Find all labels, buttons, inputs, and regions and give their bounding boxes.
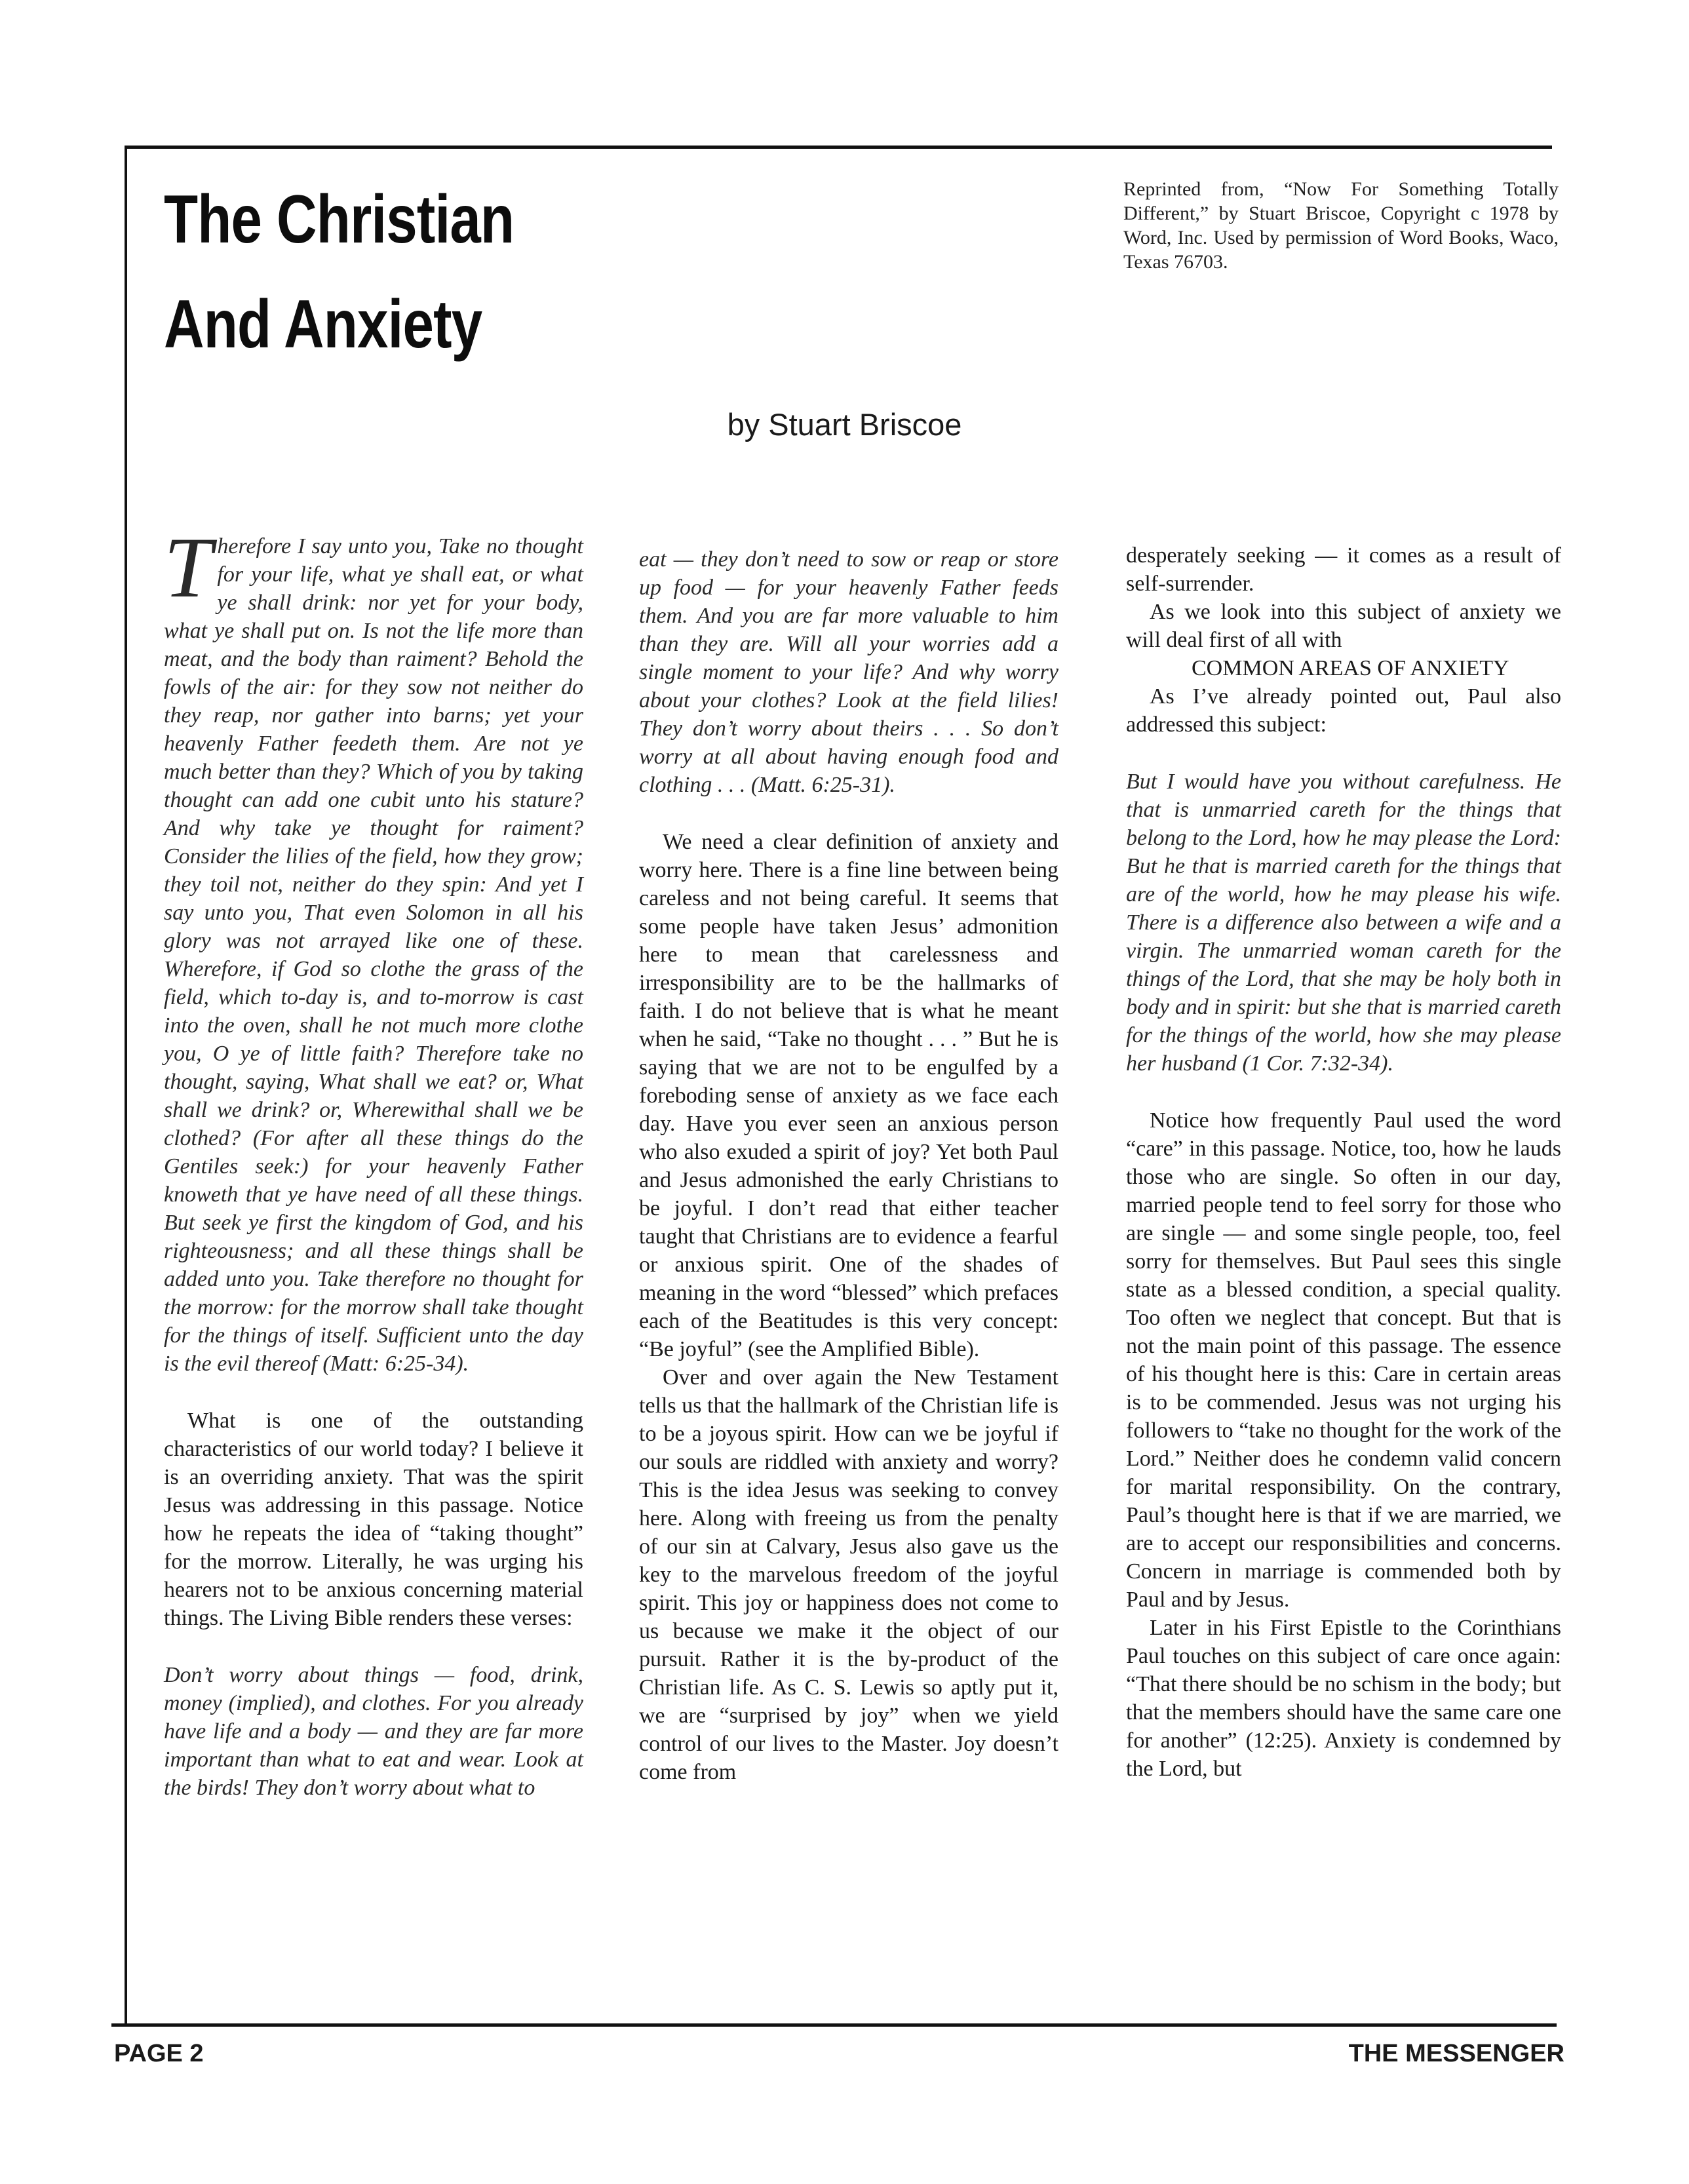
byline: by Stuart Briscoe [727, 407, 962, 442]
article-title [164, 167, 594, 377]
reprint-note: Reprinted from, “Now For Something Totally Different,” by Stuart Briscoe, Copyright c 1978 by Word, Inc. Used by permission of Word Books, Waco, Texas 76703. [1123, 178, 1559, 273]
paragraph: desperately seeking — it comes as a result of self-surrender. [1126, 543, 1561, 596]
scripture-text: herefore I say unto you, Take no thought for your life, what ye shall eat, or what ye shall drink: nor yet for your body, what ye shall put on. Is not the life more than meat, and the body than raiment? Behold the fowls of the air: for they sow not neither do they reap, nor gather into barns; yet your heavenly Father feedeth them. Are not ye much better than they? Which of you by taking thought can add one cubit unto his stature? And why take ye thought for raiment? Consider the lilies of the field, how they grow; they toil not, neither do they spin: And yet I say unto you, That even Solomon in all his glory was not arrayed like one of these. Wherefore, if God so clothe the grass of the field, which to-day is, and to-morrow is cast into the oven, shall he not much more clothe you, O ye of little faith? Therefore take no thought, saying, What shall we eat? or, What shall we drink? or, Wherewithal shall we be clothed? (For after all these things do the Gentiles seek:) for your heavenly Father knoweth that ye have need of all these things. But seek ye first the kingdom of God, and his righteousness; and all these things shall be added unto you. Take therefore no thought for the morrow: for the morrow shall take thought for the things of itself. Sufficient unto the day is the evil thereof (Matt: 6:25-34). [164, 534, 583, 1376]
bottom-rule [111, 2023, 1557, 2027]
publication-name: THE MESSENGER [1348, 2040, 1564, 2067]
paragraph: Notice how frequently Paul used the word “care” in this passage. Notice, too, how he lauds those who are single. So often in our day, married people tend to feel sorry for those who are single — and some single people, too, feel sorry for themselves. But Paul sees this single state as a blessed condition, a special quality. Too often we neglect that concept. But that is not the main point of this passage. The essence of his thought here is this: Care in certain areas is to be commended. Jesus was not urging his followers to “take no thought for the work of the Lord.” Neither does he condemn valid concern for marital responsibility. On the contrary, Paul’s thought here is that if we are married, we are to accept our responsibilities and concerns. Concern in marriage is commended both by Paul and by Jesus. [1126, 1108, 1561, 1612]
paragraph: As we look into this subject of anxiety we will deal first of all with [1126, 600, 1561, 652]
title-line-2: And Anxiety [164, 286, 482, 362]
section-subhead: COMMON AREAS OF ANXIETY [1192, 656, 1509, 680]
corinthians-quote: But I would have you without carefulness. He that is unmarried careth for the things that belong to the Lord, how he may please the Lord: But he that is married careth for the things that are of the world, how he may please his wife. There is a difference also between a wife and a virgin. The unmarried woman careth for the things of the Lord, that she may be holy both in body and in spirit: but she that is married careth for the things of the world, how she may please her husband (1 Cor. 7:32-34). [1126, 770, 1561, 1076]
title-line-1: The Christian [164, 182, 514, 258]
scripture-quote [164, 519, 583, 1378]
paragraph: What is one of the outstanding characteristics of our world today? I believe it is an overriding anxiety. That was the spirit Jesus was addressing in this passage. Notice how he repeats the idea of “taking thought” for the morrow. Literally, he was urging his hearers not to be anxious concerning material things. The Living Bible renders these verses: [164, 1409, 583, 1630]
paragraph: We need a clear definition of anxiety and worry here. There is a fine line between being careless and not being careful. It seems that some people have taken Jesus’ admonition here to mean that carelessness and irresponsibility are to be the hallmarks of faith. I do not believe that is what he meant when he said, “Take no thought . . . ” But he is saying that we are not to be engulfed by a foreboding sense of anxiety as we face each day. Have you ever seen an anxious person who also exuded a spirit of joy? Yet both Paul and Jesus admonished the early Christians to be joyful. I don’t read that either teacher taught that Christians are to evidence a fearful or anxious spirit. One of the shades of meaning in the word “blessed” which prefaces each of the Beatitudes is this very concept: “Be joyful” (see the Amplified Bible). [639, 830, 1058, 1361]
column-1 [164, 519, 583, 1802]
paragraph: As I’ve already pointed out, Paul also addressed this subject: [1126, 684, 1561, 737]
column-2 [639, 545, 1058, 1786]
drop-cap: T [164, 519, 212, 615]
column-3 [1126, 541, 1561, 1783]
living-bible-quote: Don’t worry about things — food, drink, money (implied), and clothes. For you already have life and a body — and they are far more important than what to eat and wear. Look at the birds! They don’t worry about what to [164, 1663, 583, 1800]
page-number: PAGE 2 [114, 2040, 204, 2067]
living-bible-quote-continued: eat — they don’t need to sow or reap or store up food — for your heavenly Father feeds them. And you are far more valuable to him than they are. Will all your worries add a single moment to your life? And why worry about your clothes? Look at the field lilies! They don’t worry about theirs . . . So don’t worry at all about having enough food and clothing . . . (Matt. 6:25-31). [639, 547, 1058, 797]
paragraph: Later in his First Epistle to the Corinthians Paul touches on this subject of care once again: “That there should be no schism in the body; but that the members should have the same care one for another” (12:25). Anxiety is condemned by the Lord, but [1126, 1616, 1561, 1781]
paragraph: Over and over again the New Testament tells us that the hallmark of the Christian life is to be a joyous spirit. How can we be joyful if our souls are riddled with anxiety and worry? This is the idea Jesus was seeking to convey here. Along with freeing us from the penalty of our sin at Calvary, Jesus also gave us the key to the marvelous freedom of the joyful spirit. This joy or happiness does not come to us because we make it the object of our pursuit. Rather it is the by-product of the Christian life. As C. S. Lewis so aptly put it, we are “surprised by joy” when we yield control of our lives to the Master. Joy doesn’t come from [639, 1365, 1058, 1784]
top-rule [125, 146, 1552, 149]
